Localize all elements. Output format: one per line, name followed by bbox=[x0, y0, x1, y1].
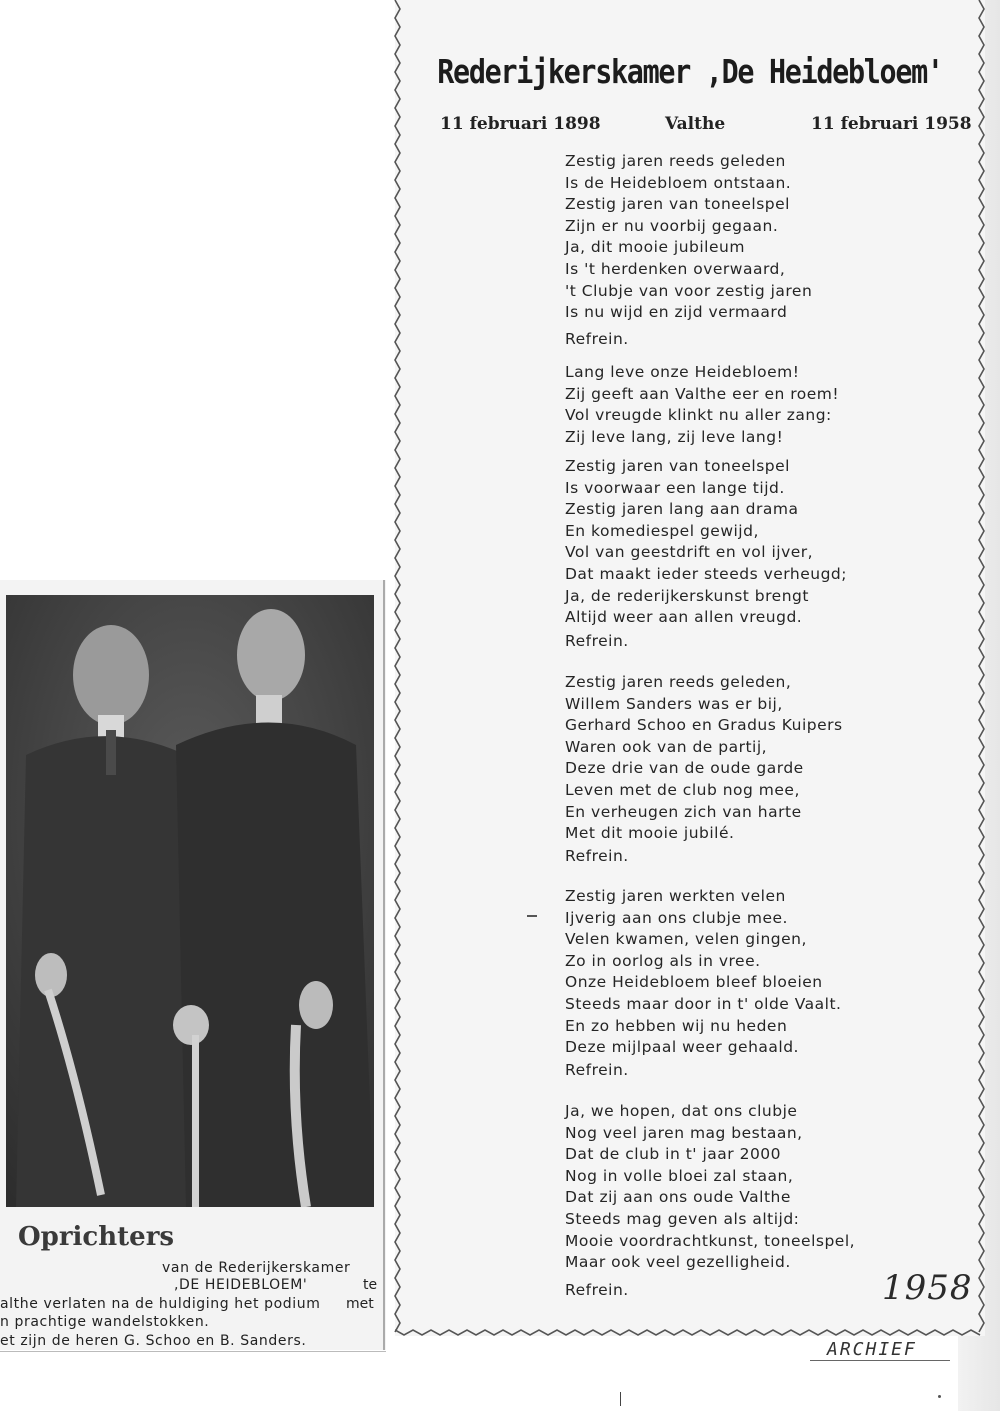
poem-line: Nog veel jaren mag bestaan, bbox=[565, 1123, 803, 1142]
poem-line: Is voorwaar een lange tijd. bbox=[565, 478, 785, 497]
poem-line: Maar ook veel gezelligheid. bbox=[565, 1253, 791, 1272]
poem-line: Zestig jaren reeds geleden bbox=[565, 152, 786, 170]
place-name: Valthe bbox=[665, 114, 726, 134]
poem-title: Rederijkerskamer ,De Heidebloem' bbox=[437, 52, 943, 91]
poem-line: Zo in oorlog als in vree. bbox=[565, 951, 761, 970]
poem-line: Velen kwamen, velen gingen, bbox=[565, 930, 807, 949]
poem-line: Waren ook van de partij, bbox=[565, 737, 768, 756]
caption-heading: Oprichters bbox=[18, 1222, 175, 1252]
poem-line: Ja, de rederijkerskunst brengt bbox=[565, 586, 809, 605]
refrein-label: Refrein. bbox=[565, 1061, 629, 1079]
poem-line: Zestig jaren van toneelspel bbox=[565, 457, 790, 475]
refrein-label: Refrein. bbox=[565, 330, 629, 348]
poem-clipping bbox=[395, 0, 985, 1336]
poem-line: Nog in volle bloei zal staan, bbox=[565, 1166, 794, 1185]
caption-line: van de Rederijkerskamer bbox=[162, 1260, 351, 1276]
poem-line: En verheugen zich van harte bbox=[565, 802, 802, 821]
poem-line: Dat zij aan ons oude Valthe bbox=[565, 1188, 791, 1207]
poem-line: Zestig jaren lang aan drama bbox=[565, 500, 799, 519]
caption-line-end: te bbox=[363, 1277, 378, 1293]
poem-line: Zijn er nu voorbij gegaan. bbox=[565, 216, 779, 235]
poem-line: Gerhard Schoo en Gradus Kuipers bbox=[565, 716, 843, 735]
refrein-label: Refrein. bbox=[565, 1281, 629, 1299]
poem-line: Is 't herdenken overwaard, bbox=[565, 259, 786, 278]
poem-line: Deze mijlpaal weer gehaald. bbox=[565, 1038, 799, 1057]
poem-line: Ijverig aan ons clubje mee. bbox=[565, 908, 788, 927]
clipping-border-left bbox=[391, 0, 405, 1336]
handwritten-year: 1958 bbox=[882, 1268, 973, 1308]
caption-line: ,DE HEIDEBLOEM' bbox=[174, 1277, 308, 1293]
date-jubilee: 11 februari 1958 bbox=[811, 114, 972, 134]
caption-line-end: met bbox=[346, 1296, 374, 1312]
stanza-1 bbox=[565, 151, 965, 324]
poem-line: Met dit mooie jubilé. bbox=[565, 824, 735, 843]
scan-mark bbox=[620, 1392, 621, 1406]
poem-line: Ja, we hopen, dat ons clubje bbox=[565, 1102, 798, 1120]
poem-line: En zo hebben wij nu heden bbox=[565, 1016, 788, 1035]
clipping-border-bottom bbox=[395, 1326, 985, 1340]
stanza-refrein bbox=[565, 362, 965, 448]
clipping-border-right bbox=[975, 0, 989, 1336]
caption-line: n prachtige wandelstokken. bbox=[0, 1314, 210, 1330]
poem-line: Dat de club in t' jaar 2000 bbox=[565, 1145, 782, 1164]
refrein-label: Refrein. bbox=[565, 847, 629, 865]
poem-line: Is de Heidebloem ontstaan. bbox=[565, 173, 792, 192]
caption-line: althe verlaten na de huldiging het podium bbox=[0, 1296, 321, 1312]
poem-line: Mooie voordrachtkunst, toneelspel, bbox=[565, 1231, 856, 1250]
poem-line: Vol van geestdrift en vol ijver, bbox=[565, 543, 814, 562]
poem-line: Zestig jaren reeds geleden, bbox=[565, 673, 792, 691]
poem-line: Zij geeft aan Valthe eer en roem! bbox=[565, 384, 840, 403]
stanza-5 bbox=[565, 1101, 965, 1274]
poem-line: Zij leve lang, zij leve lang! bbox=[565, 427, 784, 446]
poem-line: Zestig jaren van toneelspel bbox=[565, 195, 790, 214]
archive-stamp: ARCHIEF bbox=[827, 1339, 917, 1360]
poem-line: Dat maakt ieder steeds verheugd; bbox=[565, 564, 847, 583]
photo-clipping-edge bbox=[0, 1351, 386, 1352]
stanza-2 bbox=[565, 456, 965, 629]
poem-line: En komediespel gewijd, bbox=[565, 521, 759, 540]
poem-line: Deze drie van de oude garde bbox=[565, 759, 804, 778]
poem-line: 't Clubje van voor zestig jaren bbox=[565, 281, 813, 300]
poem-line: Zestig jaren werkten velen bbox=[565, 887, 786, 905]
poem-line: Is nu wijd en zijd vermaard bbox=[565, 303, 788, 322]
poem-line: Leven met de club nog mee, bbox=[565, 780, 800, 799]
stanza-3 bbox=[565, 672, 965, 845]
photo-clipping-edge bbox=[383, 580, 385, 1350]
poem-line: Altijd weer aan allen vreugd. bbox=[565, 608, 803, 627]
poem-line: Ja, dit mooie jubileum bbox=[565, 238, 745, 257]
stanza-4 bbox=[565, 886, 965, 1059]
poem-line: Willem Sanders was er bij, bbox=[565, 694, 783, 713]
caption-line: et zijn de heren G. Schoo en B. Sanders. bbox=[0, 1333, 307, 1349]
founders-photo bbox=[6, 595, 374, 1207]
stamp-underline bbox=[810, 1360, 950, 1361]
date-founded: 11 februari 1898 bbox=[440, 114, 601, 134]
poem-line: Steeds mag geven als altijd: bbox=[565, 1209, 800, 1228]
scan-mark bbox=[938, 1395, 941, 1398]
poem-line: Onze Heidebloem bleef bloeien bbox=[565, 973, 823, 992]
photo-clipping bbox=[0, 580, 386, 1350]
poem-line: Steeds maar door in t' olde Vaalt. bbox=[565, 994, 842, 1013]
poem-line: Lang leve onze Heidebloem! bbox=[565, 363, 800, 381]
poem-line: Vol vreugde klinkt nu aller zang: bbox=[565, 406, 832, 425]
refrein-label: Refrein. bbox=[565, 632, 629, 650]
ink-mark bbox=[527, 915, 537, 917]
